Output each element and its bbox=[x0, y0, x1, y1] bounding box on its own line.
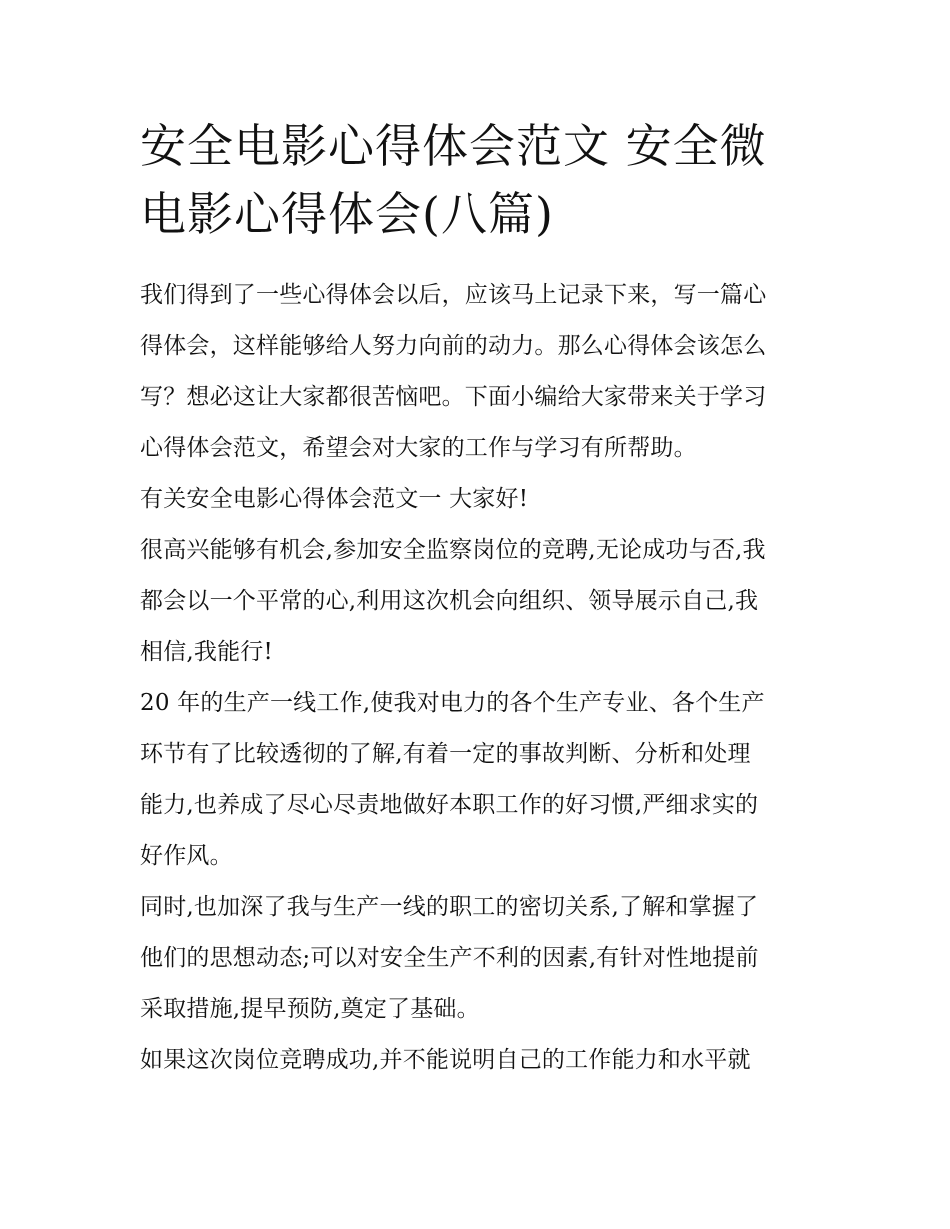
text-line: 能力,也养成了尽心尽责地做好本职工作的好习惯,严细求实的 bbox=[140, 792, 759, 818]
text-line: 写？想必这让大家都很苦恼吧。下面小编给大家带来关于学习 bbox=[140, 384, 767, 410]
text-line: 很高兴能够有机会,参加安全监察岗位的竞聘,无论成功与否,我 bbox=[140, 537, 766, 563]
text-line: 同时,也加深了我与生产一线的职工的密切关系,了解和掌握了 bbox=[140, 894, 759, 920]
text-line: 都会以一个平常的心,利用这次机会向组织、领导展示自己,我 bbox=[140, 588, 759, 614]
text-line: 心得体会范文，希望会对大家的工作与学习有所帮助。 bbox=[140, 435, 697, 461]
text-line: 好作风。 bbox=[140, 843, 233, 869]
text-line: 我们得到了一些心得体会以后，应该马上记录下来，写一篇心 bbox=[140, 282, 767, 308]
title-line-1: 安全电影心得体会范文 安全微 bbox=[140, 119, 767, 173]
text-line: 如果这次岗位竞聘成功,并不能说明自己的工作能力和水平就 bbox=[140, 1047, 751, 1073]
text-line: 环节有了比较透彻的了解,有着一定的事故判断、分析和处理 bbox=[140, 741, 751, 767]
text-line: 20 年的生产一线工作,使我对电力的各个生产专业、各个生产 bbox=[140, 690, 765, 716]
text-line: 得体会，这样能够给人努力向前的动力。那么心得体会该怎么 bbox=[140, 333, 767, 359]
title-line-2: 电影心得体会(八篇) bbox=[140, 187, 554, 241]
text-line: 有关安全电影心得体会范文一 大家好! bbox=[140, 486, 529, 512]
text-line: 他们的思想动态;可以对安全生产不利的因素,有针对性地提前 bbox=[140, 945, 759, 971]
document-page bbox=[140, 112, 812, 1086]
document-body bbox=[140, 270, 812, 1086]
document-title bbox=[140, 112, 812, 248]
text-line: 采取措施,提早预防,奠定了基础。 bbox=[140, 996, 480, 1022]
text-line: 相信,我能行! bbox=[140, 639, 273, 665]
